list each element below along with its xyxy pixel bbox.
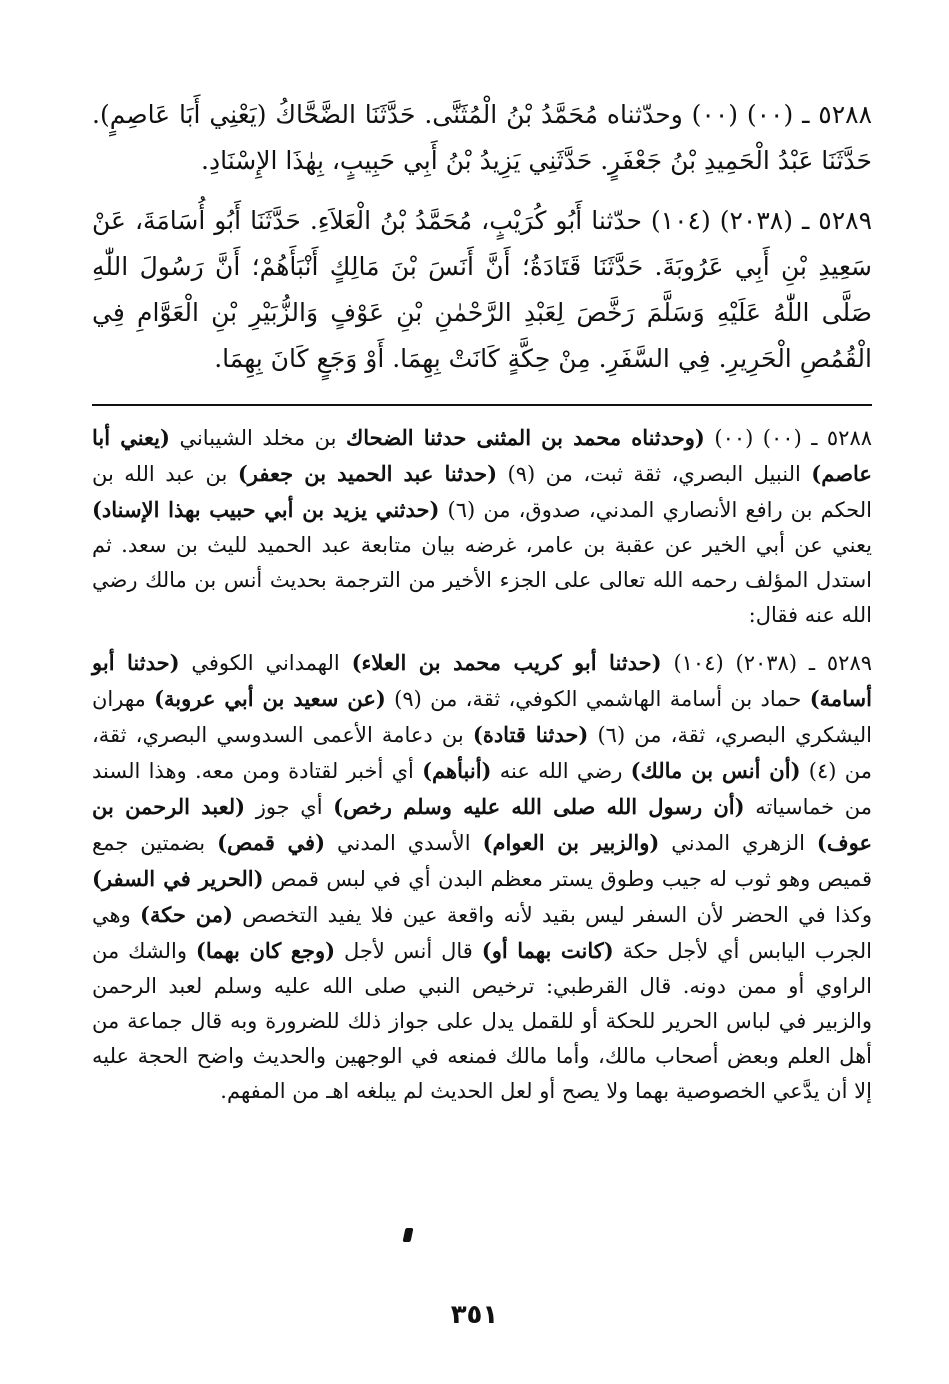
commentary-5288: [92, 420, 872, 633]
quoted-phrase: (أنبأهم): [422, 758, 492, 783]
quoted-phrase: (عن سعيد بن أبي عروبة): [154, 686, 386, 711]
quoted-phrase: (والزبير بن العوام): [482, 830, 660, 855]
explanation-text: الزهري المدني: [671, 831, 805, 855]
quoted-phrase: (حدثنا أبو كريب محمد بن العلاء): [351, 650, 662, 675]
quoted-phrase: (الحرير في السفر): [92, 866, 264, 891]
explanation-text: النبيل البصري، ثقة ثبت، من (٩): [507, 462, 801, 486]
quoted-phrase: (حدثنا قتادة): [472, 722, 589, 747]
hadith-5289: ٥٢٨٩ ـ (٢٠٣٨) (١٠٤) حدّثنا أَبُو كُرَيْبٍ، مُحَمَّدُ بْنُ الْعَلاَءِ. حَدَّثَنَا أَبُو أُسَامَةَ، عَنْ سَعِيدِ بْنِ أَبِي عَرُوبَةَ. حَدَّثَنَا قَتَادَةُ؛ أَنَّ أَنَسَ بْنَ مَالِكٍ أَنْبَأَهُمْ؛ أَنَّ رَسُولَ اللّٰهِ صَلَّى اللّٰهُ عَلَيْهِ وَسَلَّمَ رَخَّصَ لِعَبْدِ الرَّحْمٰنِ بْنِ عَوْفٍ وَالزُّبَيْرِ بْنِ الْعَوَّامِ فِي الْقُمُصِ الْحَرِيرِ. فِي السَّفَرِ. مِنْ حِكَّةٍ كَانَتْ بِهِمَا. أَوْ وَجَعٍ كَانَ بِهِمَا.: [92, 206, 872, 373]
page: [92, 92, 872, 1121]
commentary-section: [92, 420, 872, 1109]
quoted-phrase: (يعني أبا عاصم): [92, 425, 872, 486]
quoted-phrase: (حدثني يزيد بن أبي حبيب بهذا الإسناد): [92, 497, 440, 522]
explanation-text: بضمتين جمع قميص وهو ثوب له جيب وطوق يستر معظم البدن أي في لبس قمص: [92, 831, 872, 891]
explanation-text: وكذا في الحضر لأن السفر ليس بقيد لأنه واقعة عين فلا يفيد التخصص: [242, 903, 872, 927]
quoted-phrase: (أن رسول الله صلى الله عليه وسلم رخص): [333, 794, 745, 819]
commentary-5289: [92, 645, 872, 1109]
page-number: ٣٥١: [450, 1300, 499, 1330]
quoted-phrase: (من حكة): [140, 902, 233, 927]
explanation-text: مهران اليشكري البصري، ثقة، من (٦): [92, 687, 873, 747]
explanation-text: أي أخبر لقتادة ومن معه. وهذا السند من خماسياته: [92, 759, 872, 819]
explanation-text: بن دعامة الأعمى السدوسي البصري، ثقة، من (٤): [92, 723, 872, 783]
print-mark: [403, 1228, 414, 1242]
explanation-text: يعني عن أبي الخير عن عقبة بن عامر، غرضه بيان متابعة عبد الحميد لليث بن سعد. ثم استدل المؤلف رحمه الله تعالى على الجزء الأخير من الترجمة بحديث أنس بن مالك رضي الله عنه فقال:: [92, 533, 872, 627]
explanation-text: قال أنس لأجل: [343, 939, 473, 963]
explanation-text: رضي الله عنه: [499, 759, 623, 783]
quoted-phrase: (أن أنس بن مالك): [630, 758, 801, 783]
explanation-text: وهي الجرب اليابس أي لأجل حكة: [92, 903, 872, 963]
commentary-number: ٥٢٨٩ ـ (٢٠٣٨) (١٠٤): [673, 651, 873, 675]
explanation-text: أي جوز: [255, 795, 323, 819]
explanation-text: الهمداني الكوفي: [191, 651, 340, 675]
quoted-phrase: (وحدثناه محمد بن المثنى حدثنا الضحاك: [345, 425, 705, 450]
explanation-text: بن مخلد الشيباني: [179, 426, 337, 450]
section-divider: [92, 404, 872, 406]
quoted-phrase: (حدثنا عبد الحميد بن جعفر): [237, 461, 498, 486]
explanation-text: الأسدي المدني: [337, 831, 471, 855]
explanation-text: والشك من الراوي أو ممن دونه. قال القرطبي: ترخيص النبي صلى الله عليه وسلم لعبد الرحمن والزبير في لباس الحرير للحكة أو للقمل يدل على جواز ذلك للضرورة وبه قال جماعة من أهل العلم وبعض أصحاب مالك، وأما مالك فمنعه في الوجهين والحديث واضح الحجة عليه إلا أن يدَّعي الخصوصية بهما ولا يصح أو لعل الحديث لم يبلغه اهـ من المفهم.: [92, 939, 872, 1103]
quoted-phrase: (كانت بهما أو): [481, 938, 614, 963]
quoted-phrase: (حدثنا أبو أسامة): [92, 650, 872, 711]
quoted-phrase: (لعبد الرحمن بن عوف): [92, 794, 873, 855]
explanation-text: حماد بن أسامة الهاشمي الكوفي، ثقة، من (٩): [394, 687, 802, 711]
explanation-text: بن عبد الله بن الحكم بن رافع الأنصاري المدني، صدوق، من (٦): [92, 462, 872, 522]
quoted-phrase: (وجع كان بهما): [195, 938, 336, 963]
hadith-5288: ٥٢٨٨ ـ (٠٠) (٠٠) وحدّثناه مُحَمَّدُ بْنُ الْمُثَنَّى. حَدَّثَنَا الضَّحَّاكُ (يَعْنِي أَبَا عَاصِمٍ). حَدَّثَنَا عَبْدُ الْحَمِيدِ بْنُ جَعْفَرٍ. حَدَّثَنِي يَزِيدُ بْنُ أَبِي حَبِيبٍ، بِهٰذَا الإِسْنَادِ.: [92, 100, 872, 175]
hadith-text-section: [92, 92, 872, 382]
quoted-phrase: (في قمص): [217, 830, 326, 855]
commentary-number: ٥٢٨٨ ـ (٠٠) (٠٠): [714, 426, 873, 450]
